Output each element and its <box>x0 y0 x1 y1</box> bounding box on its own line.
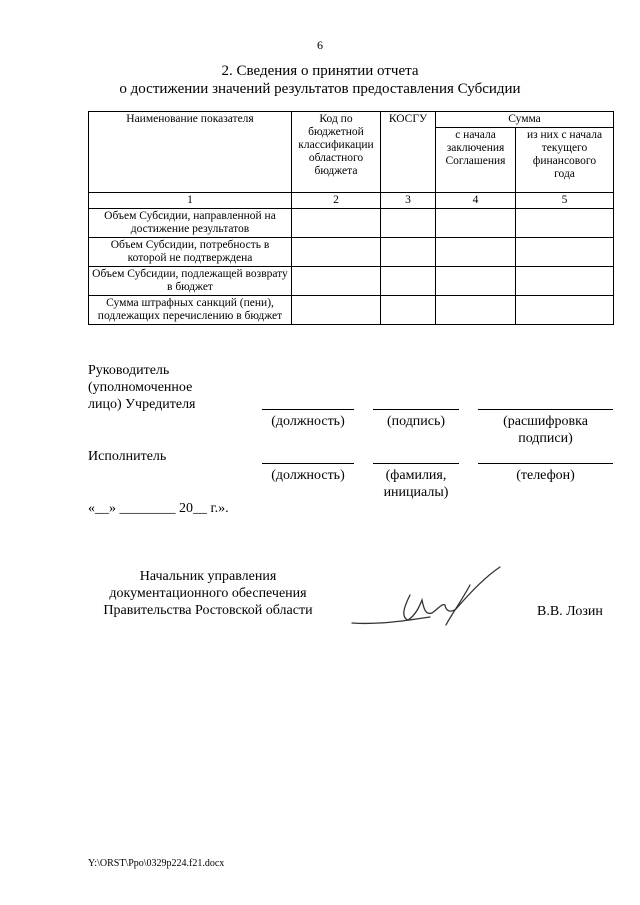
column-number: 3 <box>381 193 436 209</box>
date-line: «__» ________ 20__ г.». <box>88 501 229 516</box>
handwritten-signature <box>350 565 505 630</box>
row-label: Объем Субсидии, подлежащей возврату в бюджет <box>89 267 292 296</box>
column-number: 4 <box>436 193 516 209</box>
signature-line <box>478 463 613 464</box>
caption-signature: (подпись) <box>386 414 446 429</box>
caption-position: (должность) <box>271 414 345 429</box>
table-row <box>89 267 614 296</box>
approval-position: Начальник управления документационного обеспечения Правительства Ростовской области <box>103 569 313 618</box>
table-row <box>89 296 614 325</box>
report-table <box>88 111 614 325</box>
table-cell <box>381 296 436 325</box>
table-cell <box>292 209 381 238</box>
column-number: 1 <box>89 193 292 209</box>
signature-line <box>262 463 354 464</box>
caption-position: (должность) <box>271 468 345 483</box>
header-current-year: из них с начала текущего финансового года <box>516 128 614 193</box>
head-label: Руководитель (уполномоченное лицо) Учредителя <box>88 363 196 412</box>
table-row <box>89 209 614 238</box>
table-row <box>89 238 614 267</box>
row-label: Объем Субсидии, направленной на достижение результатов <box>89 209 292 238</box>
file-path: Y:\ORST\Ppo\0329p224.f21.docx <box>88 858 225 869</box>
section-title-line2: о достижении значений результатов предоставления Субсидии <box>119 81 521 97</box>
signature-line <box>478 409 613 410</box>
header-budget-code: Код по бюджетной классификации областного бюджета <box>292 112 381 193</box>
table-cell <box>436 209 516 238</box>
signature-line <box>373 409 459 410</box>
caption-signature-decryption: (расшифровка подписи) <box>503 414 588 446</box>
column-number: 5 <box>516 193 614 209</box>
table-cell <box>516 238 614 267</box>
header-kosgu: КОСГУ <box>381 112 436 193</box>
header-row <box>89 112 614 128</box>
table-cell <box>381 267 436 296</box>
column-number: 2 <box>292 193 381 209</box>
caption-full-name: (фамилия, инициалы) <box>383 468 449 500</box>
row-label: Сумма штрафных санкций (пени), подлежащих перечислению в бюджет <box>89 296 292 325</box>
table-cell <box>516 209 614 238</box>
table-cell <box>436 267 516 296</box>
column-numbers-row <box>89 193 614 209</box>
table-cell <box>292 296 381 325</box>
table-cell <box>436 238 516 267</box>
executor-label: Исполнитель <box>88 449 167 464</box>
header-name: Наименование показателя <box>89 112 292 193</box>
table-cell <box>292 267 381 296</box>
row-label: Объем Субсидии, потребность в которой не подтверждена <box>89 238 292 267</box>
header-sum: Сумма <box>436 112 614 128</box>
approver-name: В.В. Лозин <box>537 604 603 619</box>
table-cell <box>292 238 381 267</box>
page-number: 6 <box>317 38 323 52</box>
caption-phone: (телефон) <box>516 468 575 483</box>
table-cell <box>516 296 614 325</box>
section-title-line1: 2. Сведения о принятии отчета <box>221 63 419 79</box>
header-since-start: с начала заключения Соглашения <box>436 128 516 193</box>
signature-line <box>262 409 354 410</box>
table-cell <box>516 267 614 296</box>
table-cell <box>381 209 436 238</box>
table-cell <box>381 238 436 267</box>
table-cell <box>436 296 516 325</box>
signature-line <box>373 463 459 464</box>
